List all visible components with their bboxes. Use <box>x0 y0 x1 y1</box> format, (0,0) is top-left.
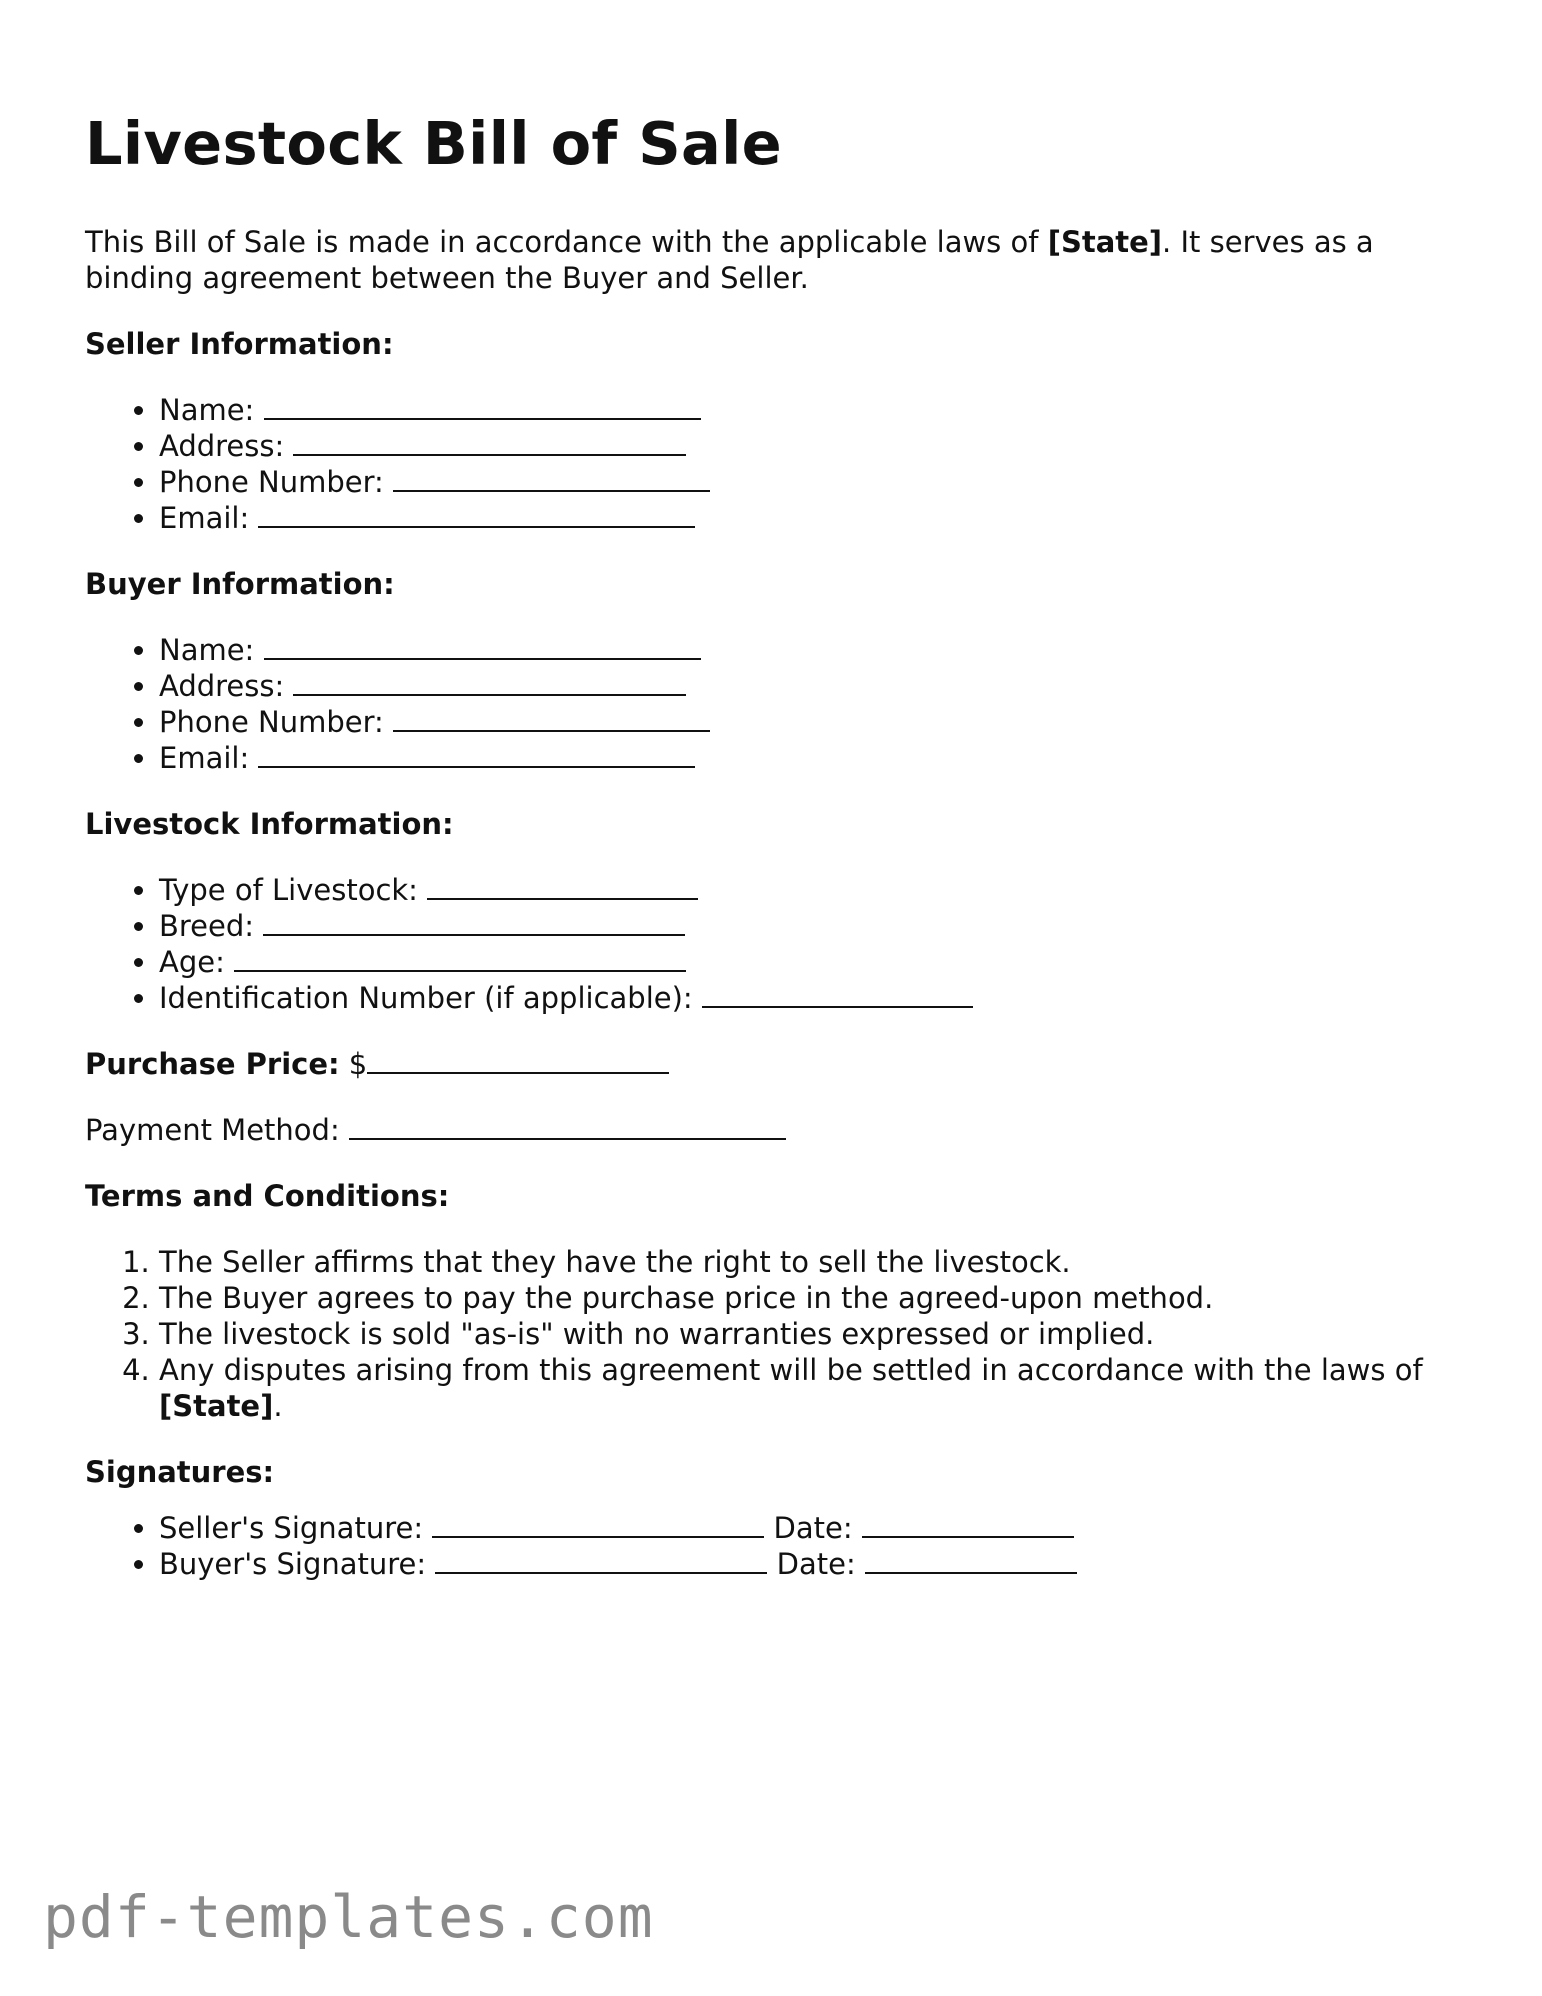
seller-heading: Seller Information: <box>85 327 394 361</box>
signatures-list <box>85 1510 1465 1582</box>
purchase-price-currency: $ <box>339 1047 368 1081</box>
terms-item-end: . <box>273 1389 283 1423</box>
field-label: Address: <box>159 669 294 703</box>
payment-method-blank[interactable] <box>349 1112 786 1140</box>
payment-method-label: Payment Method: <box>85 1113 349 1147</box>
buyer-name-blank[interactable] <box>264 632 701 660</box>
date-label: Date: <box>767 1547 865 1581</box>
field-label: Phone Number: <box>159 705 394 739</box>
field-label: Address: <box>159 429 294 463</box>
seller-address-field <box>159 428 1465 464</box>
buyer-date-blank[interactable] <box>865 1546 1077 1574</box>
seller-name-blank[interactable] <box>264 392 701 420</box>
seller-email-field <box>159 500 1465 536</box>
purchase-price-blank[interactable] <box>367 1046 669 1074</box>
buyer-email-blank[interactable] <box>258 740 695 768</box>
livestock-heading: Livestock Information: <box>85 807 454 841</box>
buyer-fields-list <box>85 632 1465 776</box>
buyer-signature-blank[interactable] <box>435 1546 767 1574</box>
buyer-phone-blank[interactable] <box>393 704 710 732</box>
terms-heading: Terms and Conditions: <box>85 1179 450 1213</box>
buyer-email-field <box>159 740 1465 776</box>
field-label: Name: <box>159 633 264 667</box>
intro-text-after: . It serves as a binding agreement between the Buyer and Seller. <box>85 225 1374 295</box>
document-title: Livestock Bill of Sale <box>85 109 782 178</box>
livestock-breed-field <box>159 908 1465 944</box>
terms-list <box>85 1244 1465 1424</box>
purchase-price-label: Purchase Price: <box>85 1047 340 1081</box>
buyer-address-blank[interactable] <box>293 668 686 696</box>
field-label: Phone Number: <box>159 465 394 499</box>
livestock-breed-blank[interactable] <box>263 908 685 936</box>
livestock-fields-list <box>85 872 1465 1016</box>
livestock-type-field <box>159 872 1465 908</box>
livestock-id-blank[interactable] <box>702 980 973 1008</box>
seller-date-blank[interactable] <box>862 1510 1074 1538</box>
intro-state-placeholder: [State] <box>1047 225 1163 259</box>
livestock-id-field <box>159 980 1465 1016</box>
seller-email-blank[interactable] <box>258 500 695 528</box>
seller-address-blank[interactable] <box>293 428 686 456</box>
payment-method-field <box>85 1112 1465 1148</box>
seller-phone-blank[interactable] <box>393 464 710 492</box>
signatures-heading: Signatures: <box>85 1455 275 1489</box>
livestock-type-blank[interactable] <box>427 872 698 900</box>
buyer-name-field <box>159 632 1465 668</box>
seller-phone-field <box>159 464 1465 500</box>
seller-fields-list <box>85 392 1465 536</box>
terms-item-text: Any disputes arising from this agreement will be settled in accordance with the laws of <box>159 1353 1423 1387</box>
document-page <box>85 108 1465 1612</box>
seller-signature-label: Seller's Signature: <box>159 1511 433 1545</box>
field-label: Type of Livestock: <box>159 873 428 907</box>
field-label: Age: <box>159 945 235 979</box>
terms-state-placeholder: [State] <box>159 1389 274 1423</box>
terms-item: 2. The Buyer agrees to pay the purchase price in the agreed-upon method. <box>159 1280 1465 1316</box>
field-label: Name: <box>159 393 264 427</box>
terms-item <box>159 1352 1465 1424</box>
livestock-age-blank[interactable] <box>234 944 686 972</box>
seller-signature-blank[interactable] <box>432 1510 764 1538</box>
field-label: Email: <box>159 741 259 775</box>
livestock-age-field <box>159 944 1465 980</box>
field-label: Email: <box>159 501 259 535</box>
buyer-phone-field <box>159 704 1465 740</box>
watermark: pdf-templates.com <box>43 1883 654 1951</box>
intro-paragraph <box>85 224 1465 296</box>
terms-item: 1. The Seller affirms that they have the right to sell the livestock. <box>159 1244 1465 1280</box>
intro-text-before: This Bill of Sale is made in accordance with the applicable laws of <box>85 225 1048 259</box>
purchase-price-field <box>85 1046 1465 1082</box>
buyer-signature-row <box>159 1546 1465 1582</box>
seller-signature-row <box>159 1510 1465 1546</box>
buyer-signature-label: Buyer's Signature: <box>159 1547 436 1581</box>
terms-item: 3. The livestock is sold "as-is" with no warranties expressed or implied. <box>159 1316 1465 1352</box>
seller-name-field <box>159 392 1465 428</box>
field-label: Breed: <box>159 909 264 943</box>
buyer-address-field <box>159 668 1465 704</box>
date-label: Date: <box>764 1511 862 1545</box>
field-label: Identification Number (if applicable): <box>159 981 702 1015</box>
buyer-heading: Buyer Information: <box>85 567 395 601</box>
